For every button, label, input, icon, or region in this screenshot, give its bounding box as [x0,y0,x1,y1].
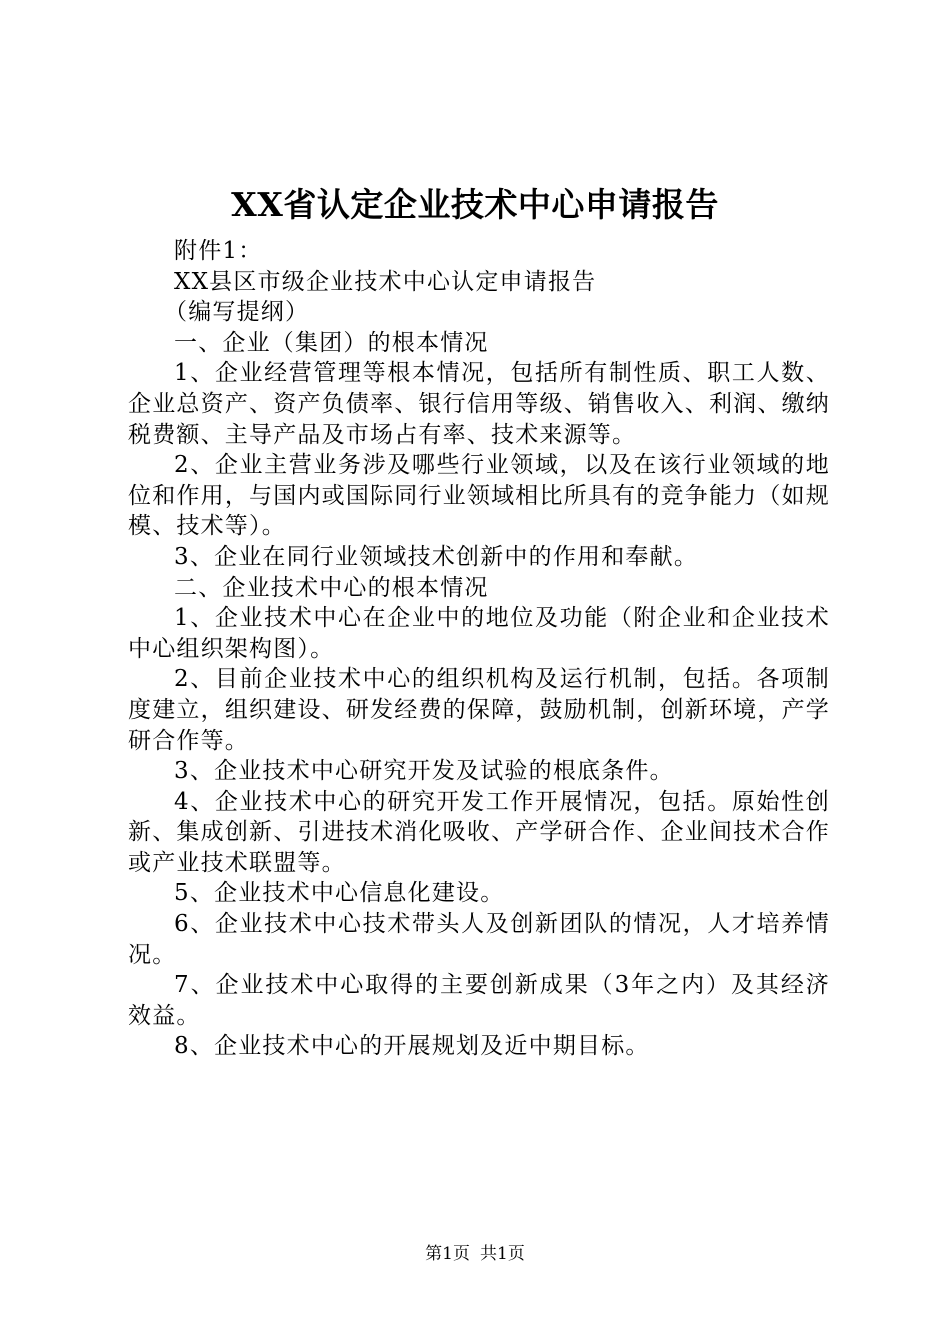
paragraph-attachment-label: 附件1： [174,238,263,264]
document-title: XX省认定企业技术中心申请报告 [231,185,719,224]
paragraph-item: 2、目前企业技术中心的组织机构及运行机制，包括。各项制度建立，组织建设、研发经费的保障，鼓励机制，创新环境，产学研合作等。 [128,666,830,754]
paragraph-item: 4、企业技术中心的研究开发工作开展情况，包括。原始性创新、集成创新、引进技术消化吸收、产学研合作、企业间技术合作或产业技术联盟等。 [128,788,830,876]
paragraph-item: 2、企业主营业务涉及哪些行业领域，以及在该行业领域的地位和作用，与国内或国际同行业领域相比所具有的竞争能力（如规模、技术等）。 [128,452,830,540]
paragraph-item: 3、企业在同行业领域技术创新中的作用和奉献。 [174,543,699,570]
paragraph-item: 5、企业技术中心信息化建设。 [174,880,505,907]
paragraph-item: 6、企业技术中心技术带头人及创新团队的情况，人才培养情况。 [128,911,830,968]
paragraph-item: 1、企业经营管理等根本情况，包括所有制性质、职工人数、企业总资产、资产负债率、银行信用等级、销售收入、利润、缴纳税费额、主导产品及市场占有率、技术来源等。 [128,360,830,448]
paragraph-item: 1、企业技术中心在企业中的地位及功能（附企业和企业技术中心组织架构图）。 [128,605,830,662]
section-heading-1: 一、企业（集团）的根本情况 [174,329,489,356]
document-body [128,236,830,1062]
paragraph-item: 7、企业技术中心取得的主要创新成果（3年之内）及其经济效益。 [128,972,830,1029]
paragraph-item: 3、企业技术中心研究开发及试验的根底条件。 [174,758,674,785]
page-footer [0,1243,950,1265]
paragraph-item: 8、企业技术中心的开展规划及近中期目标。 [174,1033,650,1060]
page-number: 第1页 [425,1244,470,1264]
paragraph-outline-note: （编写提纲） [164,299,310,326]
page-total: 共1页 [480,1244,525,1264]
paragraph-report-subtitle: XX县区市级企业技术中心认定申请报告 [174,268,597,295]
section-heading-2: 二、企业技术中心的根本情况 [174,574,489,601]
